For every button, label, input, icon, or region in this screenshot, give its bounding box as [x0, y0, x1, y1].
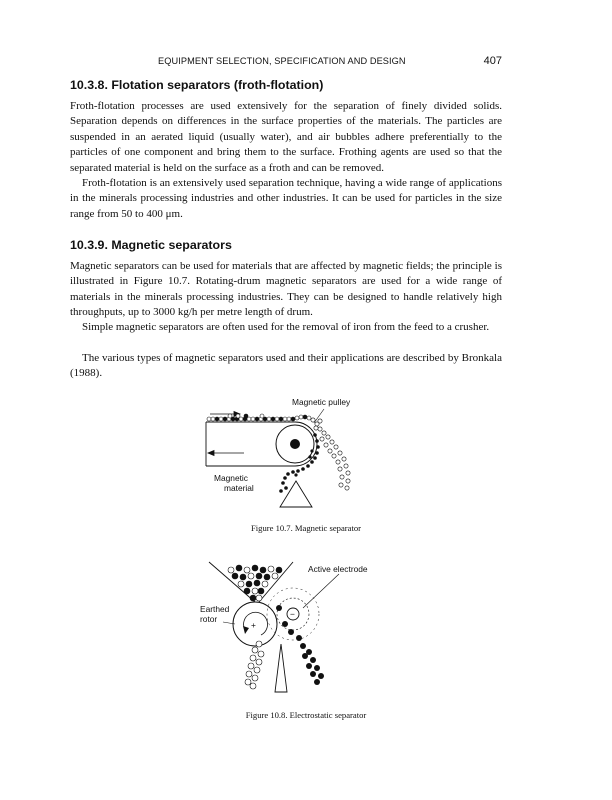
section-heading-magnetic: 10.3.9. Magnetic separators: [70, 238, 232, 252]
hopper-particles: [228, 565, 282, 601]
splitter-blade: [275, 644, 287, 692]
paragraph-magnetic-3: The various types of magnetic separators used and their applications are described by Bronkala (1988).: [70, 352, 502, 380]
splitter-wedge: [280, 481, 312, 507]
page-number: 407: [483, 55, 502, 67]
label-magnetic-pulley: Magnetic pulley: [292, 397, 351, 407]
label-earthed-rotor-1: Earthed: [200, 604, 230, 614]
label-magnetic-material-1: Magnetic: [214, 473, 248, 483]
figure-magnetic-separator: [200, 395, 380, 515]
feed-particles: [207, 414, 311, 421]
label-earthed-rotor-2: rotor: [200, 614, 218, 624]
paragraph-magnetic-1: Magnetic separators can be used for materials that are affected by magnetic fields; the principle is illustrated in Figure 10.7. Rotating-drum magnetic separators are used for a wide range of materials in the minerals processing industries. They can be designed to handle relatively high throughputs, up to 3000 kg/h per metre length of drum.: [70, 260, 502, 319]
figure-10-8-caption: Figure 10.8. Electrostatic separator: [245, 710, 367, 720]
conveyor-belt: [206, 422, 317, 466]
figure-10-7-caption: Figure 10.7. Magnetic separator: [250, 523, 361, 533]
paragraph-flotation-2: Froth-flotation is an extensively used separation technique, having a wide range of applications in the minerals processing industries and other industries. It can be used for particles in the size range from 50 to 400 μm.: [70, 177, 502, 220]
electrode-minus-sign: −: [290, 609, 295, 619]
label-active-electrode: Active electrode: [308, 564, 368, 574]
running-header: [70, 56, 502, 70]
magnetic-pulley: [276, 425, 314, 463]
section-heading-flotation: 10.3.8. Flotation separators (froth-flotation): [70, 78, 324, 92]
paragraph-magnetic-2: Simple magnetic separators are often used for the removal of iron from the feed to a crusher.: [82, 321, 490, 333]
feed-arrow: [210, 412, 240, 417]
label-magnetic-material-2: material: [224, 483, 254, 493]
return-arrow: [208, 451, 244, 456]
paragraph-flotation-1: Froth-flotation processes are used extensively for the separation of finely divided solids. Separation depends on differences in the surface properties of the materials. The particles are suspended in an aerated liquid (usually water), and air bubbles adhere preferentially to the particles of one component and bring them to the surface. Frothing agents are used so that the separated material is held on the surface as a froth and can be removed.: [70, 100, 502, 174]
rotor-plus-sign: +: [251, 620, 256, 630]
running-title: EQUIPMENT SELECTION, SPECIFICATION AND DESIGN: [158, 56, 406, 66]
figure-electrostatic-separator: [195, 558, 385, 703]
conducting-particles: [245, 641, 264, 689]
